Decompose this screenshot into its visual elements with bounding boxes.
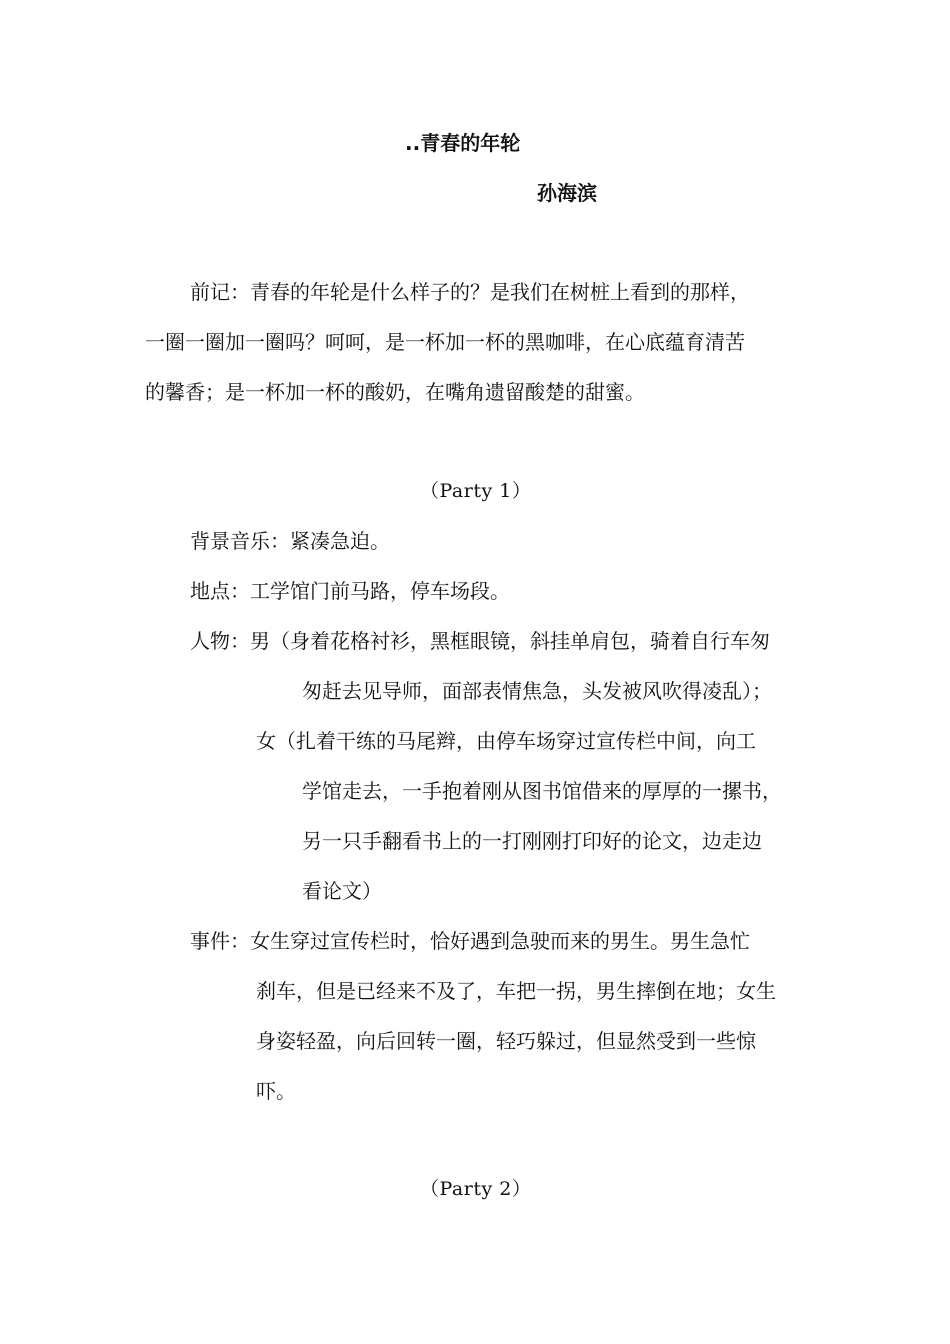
characters-line: 匆赶去见导师，面部表情焦急，头发被风吹得凌乱）； xyxy=(302,679,772,703)
location-line: 地点：工学馆门前马路，停车场段。 xyxy=(190,579,510,603)
section-heading-party-2: （Party 2） xyxy=(420,1178,532,1200)
characters-line: 另一只手翻看书上的一打刚刚打印好的论文，边走边 xyxy=(302,829,762,853)
event-line: 身姿轻盈，向后回转一圈，轻巧躲过，但显然受到一些惊 xyxy=(256,1029,756,1053)
event-line: 事件：女生穿过宣传栏时，恰好遇到急驶而来的男生。男生急忙 xyxy=(190,929,750,953)
preface-line: 一圈一圈加一圈吗？呵呵，是一杯加一杯的黑咖啡，在心底蕴育清苦 xyxy=(145,330,745,354)
characters-line: 学馆走去，一手抱着刚从图书馆借来的厚厚的一摞书， xyxy=(302,779,782,803)
event-line: 吓。 xyxy=(256,1079,296,1103)
document-title: ..青春的年轮 xyxy=(405,131,521,155)
characters-line: 人物：男（身着花格衬衫，黑框眼镜，斜挂单肩包，骑着自行车匆 xyxy=(190,629,770,653)
characters-line: 看论文） xyxy=(302,879,382,903)
characters-line: 女（扎着干练的马尾辫，由停车场穿过宣传栏中间，向工 xyxy=(256,729,756,753)
preface-line: 的馨香；是一杯加一杯的酸奶，在嘴角遗留酸楚的甜蜜。 xyxy=(145,380,645,404)
section-heading-party-1: （Party 1） xyxy=(420,480,532,502)
author-name: 孙海滨 xyxy=(537,181,597,205)
background-music-line: 背景音乐：紧凑急迫。 xyxy=(190,529,390,553)
preface-line: 前记：青春的年轮是什么样子的？是我们在树桩上看到的那样， xyxy=(190,280,750,304)
event-line: 刹车，但是已经来不及了，车把一拐，男生摔倒在地；女生 xyxy=(256,979,776,1003)
